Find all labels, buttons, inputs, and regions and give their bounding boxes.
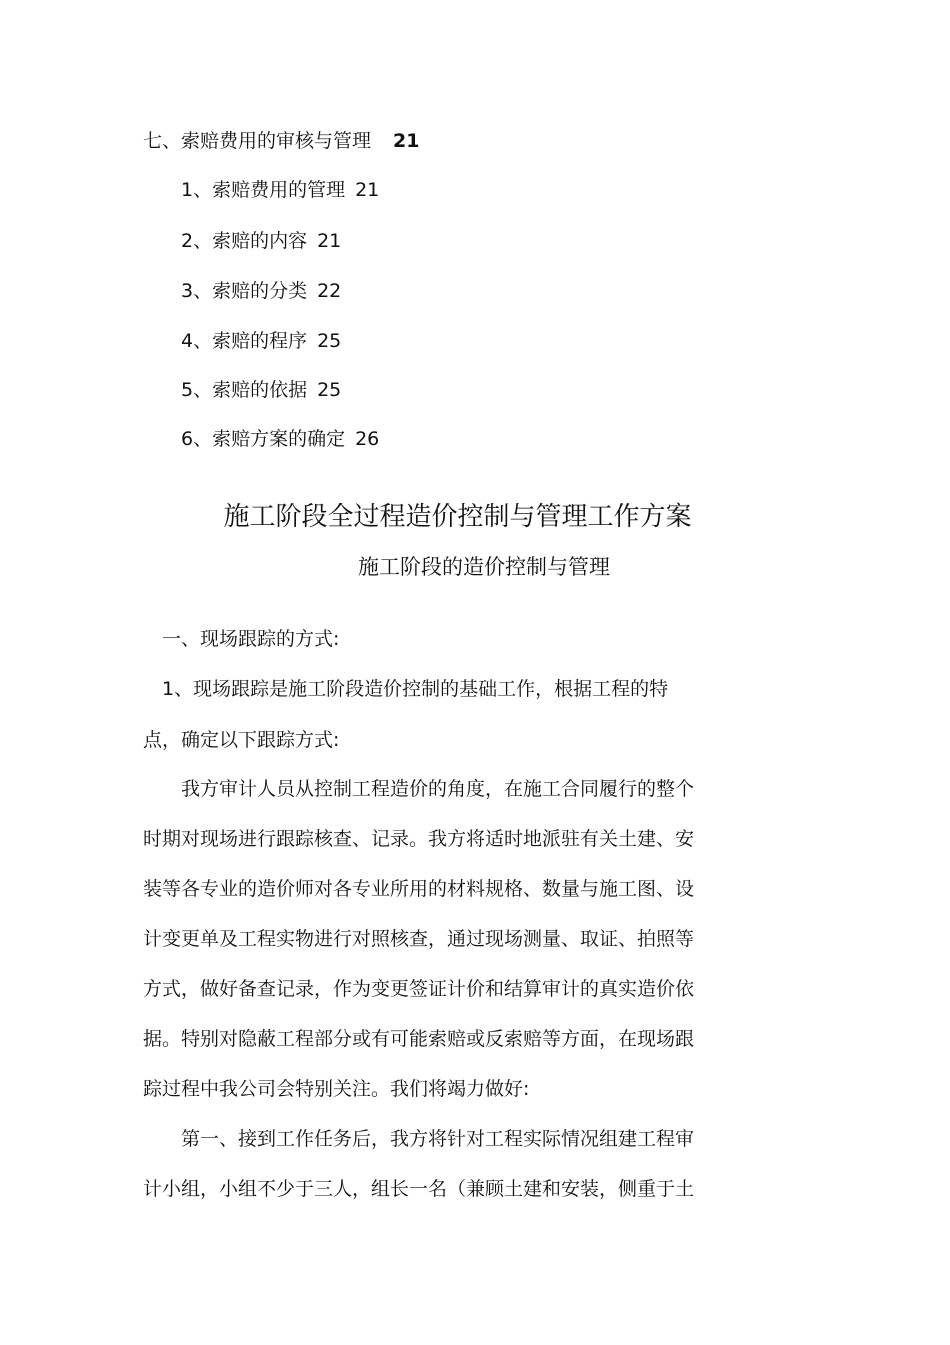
body-line: 装等各专业的造价师对各专业所用的材料规格、数量与施工图、设 (143, 878, 695, 900)
body-line: 计小组，小组不少于三人，组长一名（兼顾土建和安装，侧重于土 (143, 1178, 695, 1200)
body-line: 计变更单及工程实物进行对照核查，通过现场测量、取证、拍照等 (143, 928, 695, 950)
toc-item-page: 22 (317, 280, 342, 302)
toc-section-heading (143, 129, 419, 153)
toc-item-page: 25 (317, 379, 342, 401)
body-line: 1、现场跟踪是施工阶段造价控制的基础工作，根据工程的特 (143, 678, 669, 700)
toc-item (181, 178, 379, 202)
document-title: 施工阶段全过程造价控制与管理工作方案 (223, 502, 692, 532)
body-line: 我方审计人员从控制工程造价的角度，在施工合同履行的整个 (143, 778, 695, 800)
toc-item (181, 378, 341, 402)
body-line: 一、现场跟踪的方式: (143, 628, 340, 650)
body-line: 第一、接到工作任务后，我方将针对工程实际情况组建工程审 (143, 1128, 695, 1150)
document-subtitle: 施工阶段的造价控制与管理 (358, 555, 610, 579)
body-line: 点，确定以下跟踪方式: (143, 729, 340, 751)
toc-item (181, 229, 341, 253)
toc-section-label: 七、索赔费用的审核与管理 (143, 130, 372, 152)
body-line: 方式，做好备查记录，作为变更签证计价和结算审计的真实造价依 (143, 978, 695, 1000)
toc-item-page: 25 (317, 330, 342, 352)
toc-item-label: 5、索赔的依据 (181, 379, 308, 401)
toc-section-page: 21 (393, 130, 420, 152)
body-line: 踪过程中我公司会特别关注。我们将竭力做好: (143, 1078, 530, 1100)
toc-item-label: 3、索赔的分类 (181, 280, 308, 302)
body-line: 据。特别对隐蔽工程部分或有可能索赔或反索赔等方面，在现场跟 (143, 1028, 695, 1050)
toc-item-label: 1、索赔费用的管理 (181, 179, 346, 201)
toc-item-label: 6、索赔方案的确定 (181, 428, 346, 450)
toc-item-page: 21 (355, 179, 380, 201)
toc-item-page: 26 (355, 428, 380, 450)
toc-item (181, 427, 379, 451)
toc-item-label: 2、索赔的内容 (181, 230, 308, 252)
toc-item (181, 279, 341, 303)
body-line: 时期对现场进行跟踪核查、记录。我方将适时地派驻有关土建、安 (143, 828, 695, 850)
toc-item (181, 329, 341, 353)
toc-item-page: 21 (317, 230, 342, 252)
toc-item-label: 4、索赔的程序 (181, 330, 308, 352)
